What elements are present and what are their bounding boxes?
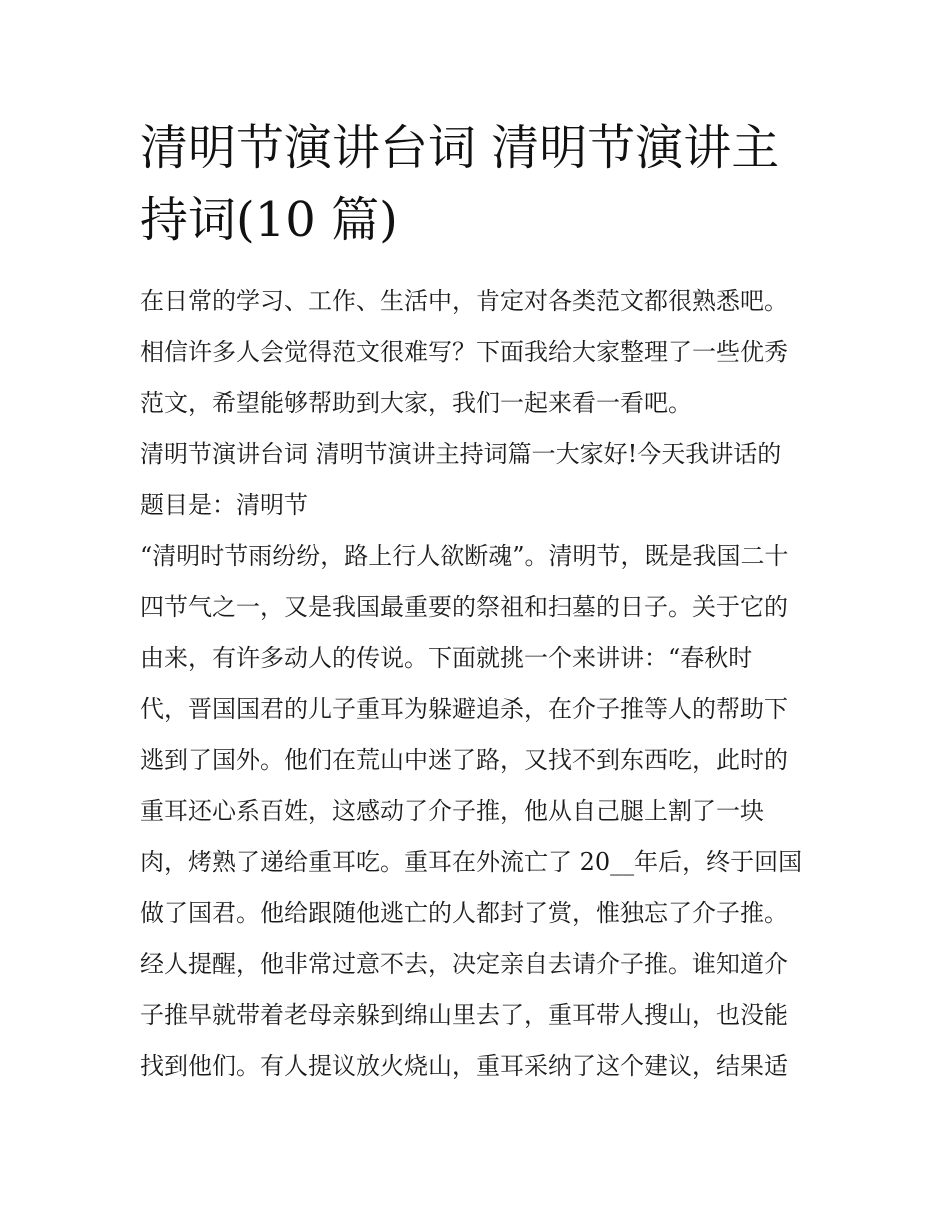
- body-text-line: 由来，有许多动人的传说。下面就挑一个来讲讲：“春秋时: [140, 644, 753, 672]
- document-content: [140, 112, 812, 1092]
- body-text-line: 肉，烤熟了递给重耳吃。重耳在外流亡了 20__年后，终于回国: [140, 848, 803, 876]
- body-text-line: 代，晋国国君的儿子重耳为躲避追杀，在介子推等人的帮助下: [140, 695, 788, 723]
- body-text-line: 找到他们。有人提议放火烧山，重耳采纳了这个建议，结果适: [140, 1052, 788, 1080]
- title-line: 清明节演讲台词 清明节演讲主: [140, 120, 780, 176]
- body-text-line: 子推早就带着老母亲躲到绵山里去了，重耳带人搜山，也没能: [140, 1001, 788, 1029]
- body-text-line: 相信许多人会觉得范文很难写？下面我给大家整理了一些优秀: [140, 338, 788, 366]
- body-text-line: “清明时节雨纷纷，路上行人欲断魂”。清明节，既是我国二十: [140, 542, 789, 570]
- body-text-line: 范文，希望能够帮助到大家，我们一起来看一看吧。: [140, 389, 692, 417]
- title-line: 持词(10 篇): [140, 192, 398, 248]
- body-text-line: 清明节演讲台词 清明节演讲主持词篇一大家好!今天我讲话的: [140, 440, 782, 468]
- body-text-line: 经人提醒，他非常过意不去，决定亲自去请介子推。谁知道介: [140, 950, 788, 978]
- body-text-line: 做了国君。他给跟随他逃亡的人都封了赏，惟独忘了介子推。: [140, 899, 788, 927]
- document-title: [140, 112, 812, 256]
- body-text-line: 逃到了国外。他们在荒山中迷了路，又找不到东西吃，此时的: [140, 746, 788, 774]
- body-text-line: 题目是：清明节: [140, 491, 308, 519]
- body-text-line: 重耳还心系百姓，这感动了介子推，他从自己腿上割了一块: [140, 797, 764, 825]
- body-text-line: 在日常的学习、工作、生活中，肯定对各类范文都很熟悉吧。: [140, 287, 788, 315]
- body-text-line: 四节气之一，又是我国最重要的祭祖和扫墓的日子。关于它的: [140, 593, 788, 621]
- document-body: [140, 276, 812, 1092]
